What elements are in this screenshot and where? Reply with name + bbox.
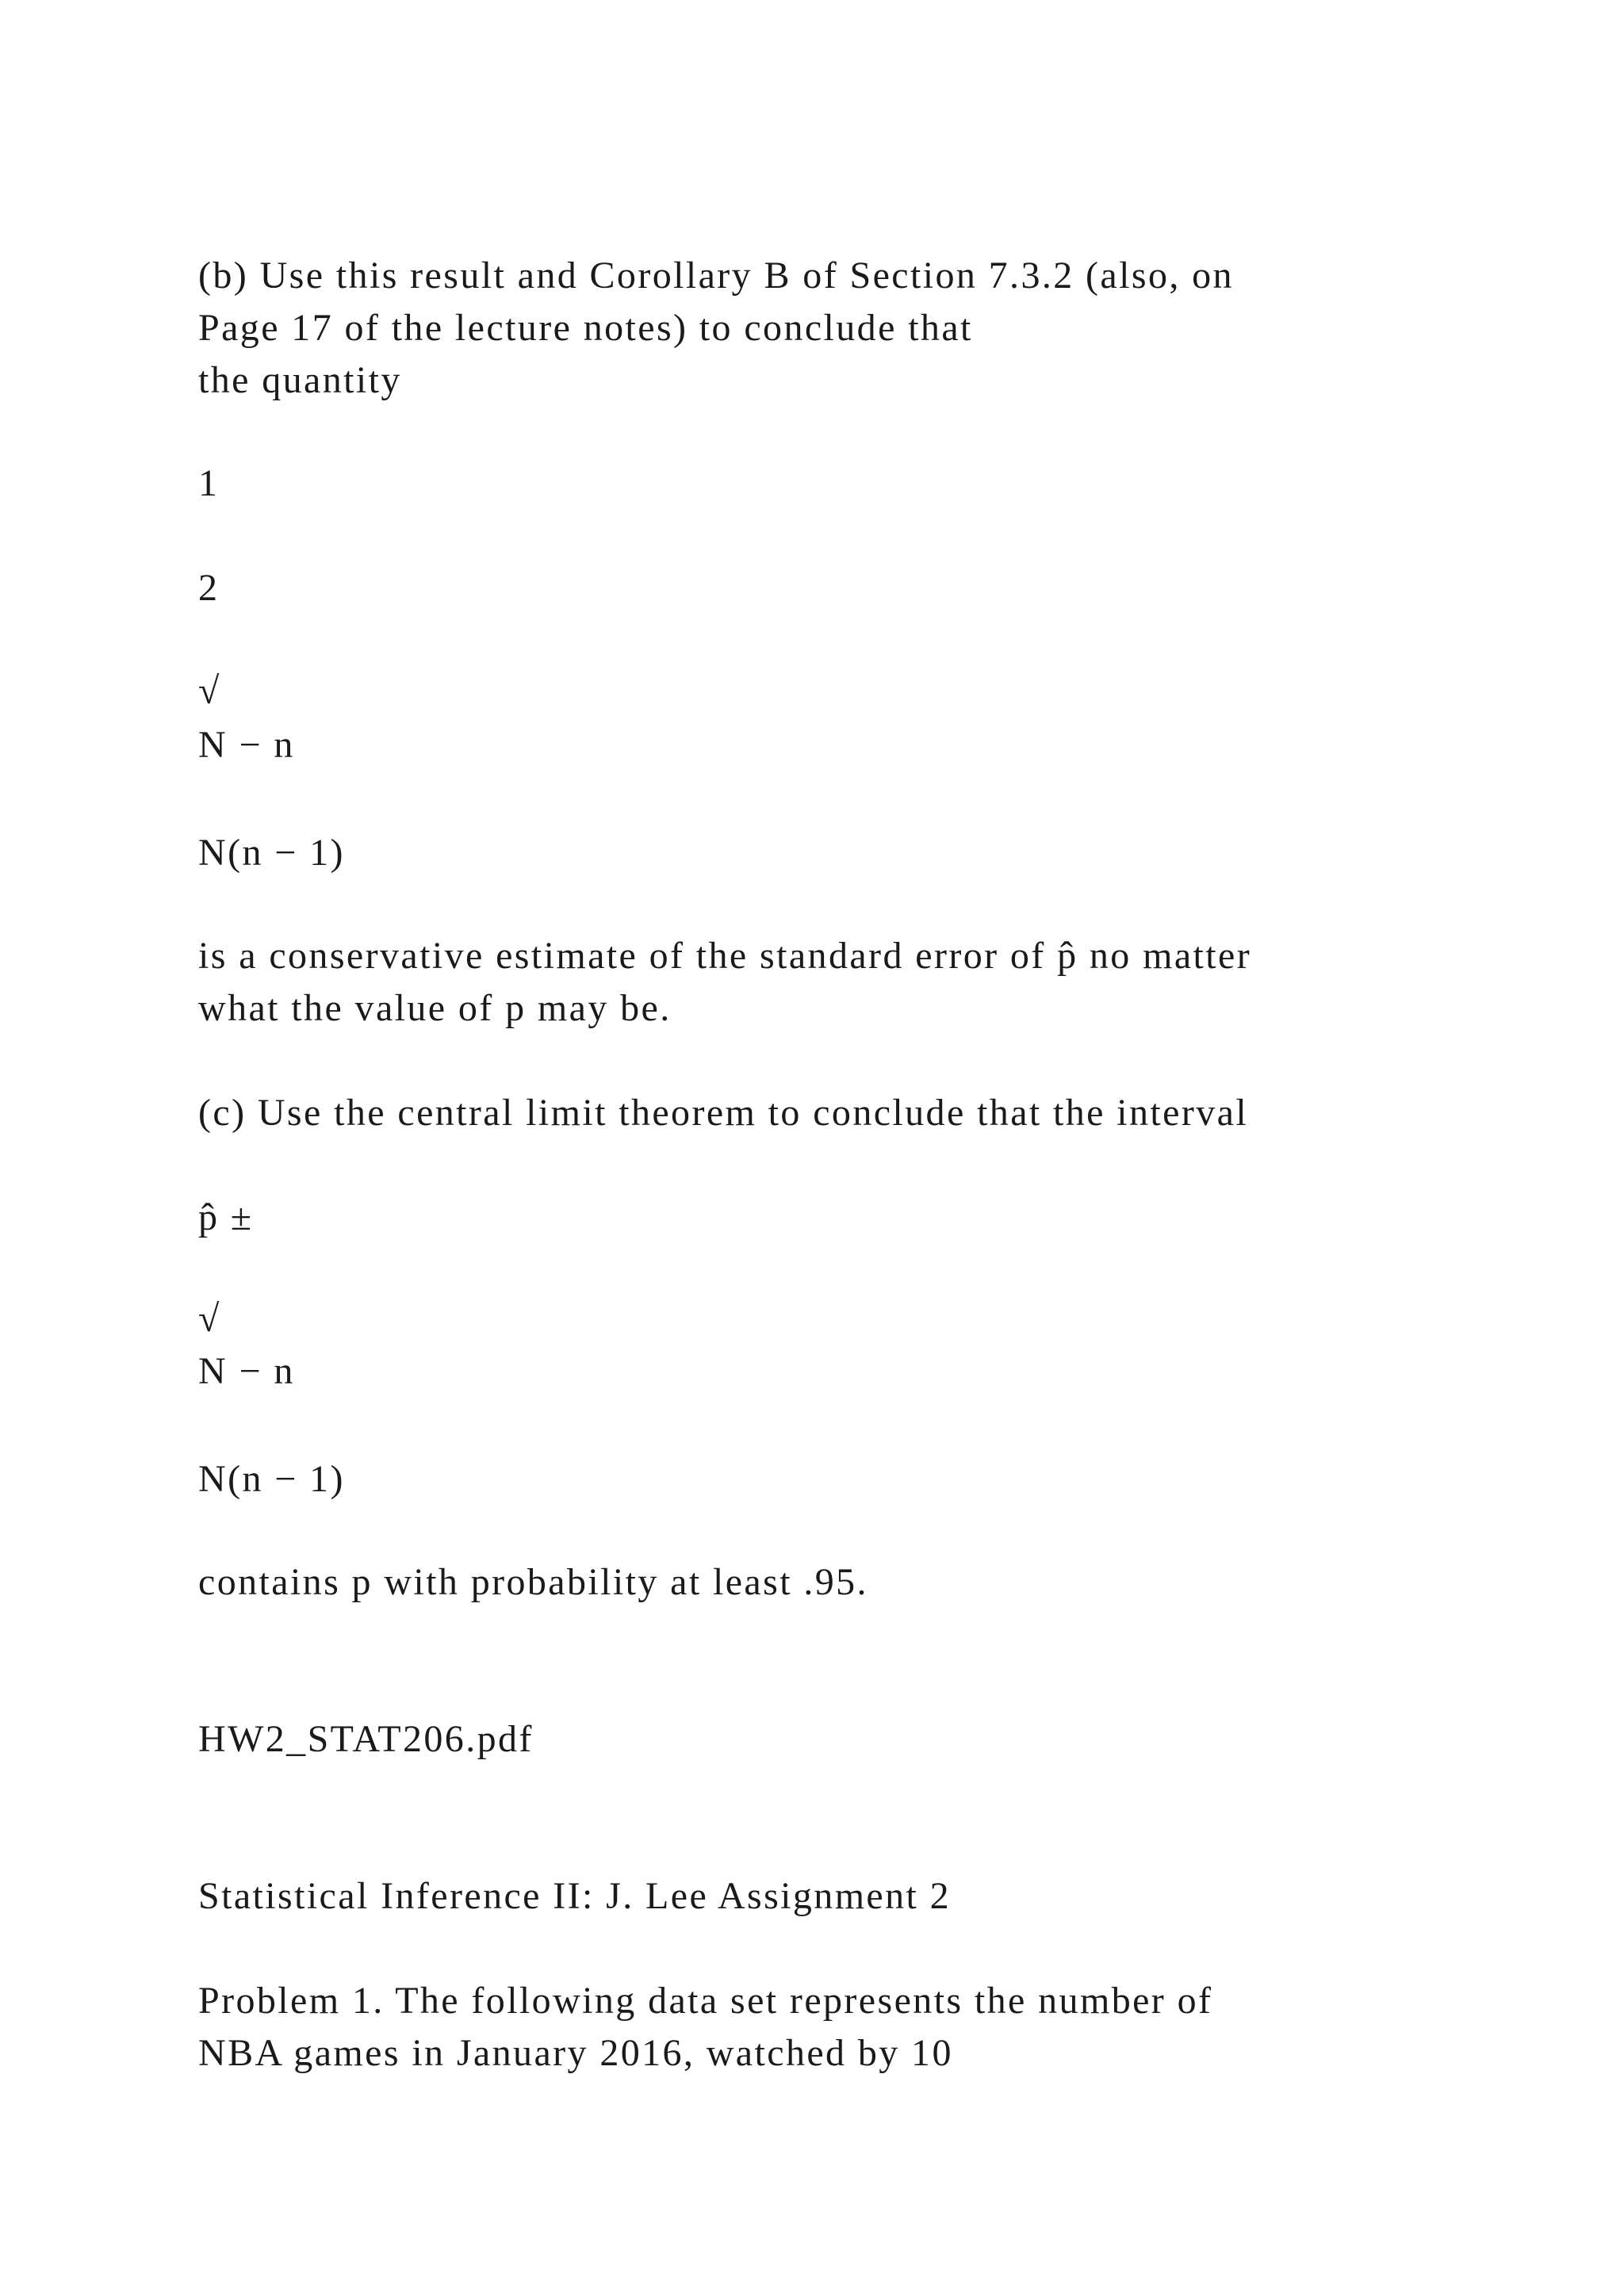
formula-1-numerator: 1 [198,462,220,504]
part-b-line-1: (b) Use this result and Corollary B of Section 7.3.2 (also, on [198,254,1234,297]
part-b-line-3: the quantity [198,359,402,401]
formula-1-sqrt-symbol: √ [198,670,221,712]
formula-1-radicand-bottom: N(n − 1) [198,832,345,874]
part-c-line-1: (c) Use the central limit theorem to conclude that the interval [198,1092,1249,1134]
formula-2-sqrt-symbol: √ [198,1298,221,1340]
course-header: Statistical Inference II: J. Lee Assignment 2 [198,1875,952,1917]
formula-2-phat-pm: p̂ ± [198,1196,254,1238]
formula-1-radicand-top: N − n [198,724,295,766]
formula-2-radicand-bottom: N(n − 1) [198,1458,345,1500]
problem-1-line-2: NBA games in January 2016, watched by 10 [198,2032,953,2074]
problem-1-line-1: Problem 1. The following data set represents the number of [198,1980,1213,2022]
filename: HW2_STAT206.pdf [198,1718,534,1760]
formula-1-denominator: 2 [198,567,220,609]
part-b-line-2: Page 17 of the lecture notes) to conclude that [198,307,973,349]
formula-2-radicand-top: N − n [198,1350,295,1392]
part-b-conclusion-line-2: what the value of p may be. [198,987,672,1029]
part-c-conclusion: contains p with probability at least .95. [198,1561,868,1603]
part-b-conclusion-line-1: is a conservative estimate of the standard error of p̂ no matter [198,935,1252,977]
